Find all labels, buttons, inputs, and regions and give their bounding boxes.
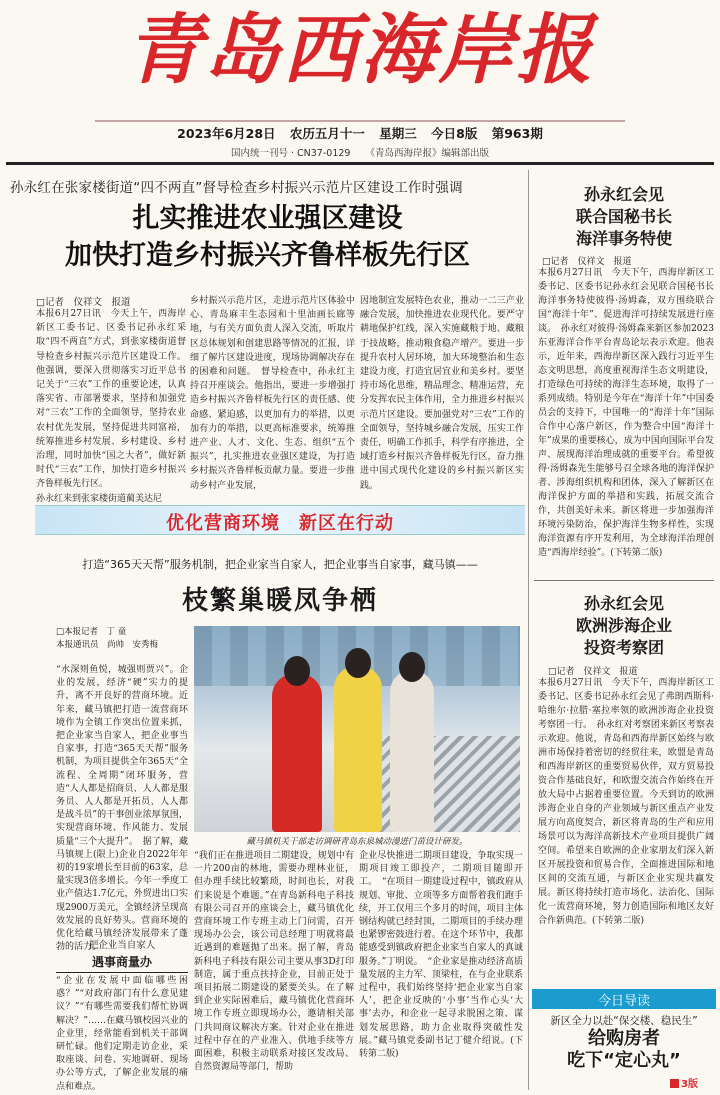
photo-person-white [390, 670, 434, 832]
publisher: 《青岛西海岸报》编辑部出版 [365, 148, 490, 159]
lead-col1-tail: 孙永红来到张家楼街道蔺美达尼 [36, 493, 163, 504]
story1-headline-line3: 海洋事务特使 [575, 229, 672, 248]
masthead-rule [95, 120, 625, 122]
feature-headline: 枝繁巢暖凤争栖 [181, 586, 378, 616]
story2-headline-line3: 投资考察团 [583, 638, 664, 657]
story1-headline-line1: 孙永红会见 [583, 185, 664, 204]
feature-photo [194, 626, 520, 832]
newspaper-logo: 青岛西海岸报 [126, 5, 594, 94]
weekday: 星期三 [379, 126, 417, 141]
photo-person-yellow [334, 666, 382, 832]
serial-code: 国内统一刊号 · CN37-0129 [230, 148, 351, 159]
today-guide-label: 今日导读 [597, 994, 650, 1009]
sidebar-story1-byline: □记者 仪祥文 报道 [542, 257, 632, 267]
sidebar-story2-byline: □记者 仪祥文 报道 [548, 667, 638, 677]
feature-column-1b: “企业在发展中面临哪些困惑？”“对政府部门有什么意见建议？”“有哪些需要我们帮忙协调解决？”……在藏马镇校园兴业的企业里，经常能看到机关干部调研忙碌。他们定期走访企业，采取座谈、问卷、实地调研、现场办公等方式，了解企业发展的痛点和难点。 [56, 976, 188, 1092]
feature-kicker: 打造“365天天帮”服务机制，把企业家当自家人，把企业事当自家事，藏马镇—— [82, 558, 478, 571]
sidebar-story2-body: 本报6月27日讯 今天下午，西海岸新区工委书记、区委书记孙永红会见了弗朗西斯科·哈维尔·拉腊·塞拉率领的欧洲涉海企业投资考察团一行。 孙永红对考察团来新区考察表示欢迎。他说，青岛和西海岸新区始终与欧洲市场保持着密切的经贸往来，欧盟是青岛和西海岸新区的重要贸易伙伴，双方贸易投资合作基础良好，和欧盟交流合作始终在开放大局中占据着重要位置。今天到访的欧洲涉海企业自身的产业领域与新区重点产业发展方向高度契合，新区将青岛的生产和应用场景可以为海洋高新技术产业项目提供广阔空间。希望来自欧洲的企业家朋友们深入新区开展投资和贸易合作，全面推进国际和地区间的交流互通，与新区企业实现共赢发展。新区将持续打造市场化、法治化、国际化一流营商环境，努力创造国际和地区友好合作新典范。(下转第二版) [538, 678, 714, 926]
lead-column-2: 乡村振兴示范片区，走进示范片区体验中心、青岛麻丰生态园和十里油画长廊等地，与有关方面负责人深入交流，听取片区总体规划和创建思路等情况的汇报，详细了解片区建设进度，现场协调解决存在的困难和问题。 督导检查中，孙永红主持召开座谈会。他指出，要进一步增强打造乡村振兴齐鲁样板先行区的责任感、使命感、紧迫感，以更加有力的举措，以更加有力的举措，以更高标准要求，统筹推进产业、人才、文化、生态、组织“五个振兴”，扎实推进农业强区建设，为打造乡村振兴齐鲁样板贡献力量。要进一步推动乡村产业发展， [190, 296, 355, 491]
story2-headline-line2: 欧洲涉海企业 [575, 616, 672, 635]
feature-column-2: “我们正在推进项目二期建设，规划中有一片200亩的林地，需要办理林业征，但办理手续比较繁琐，时间也长，对我们来说是个难题。”在青岛新科电子科技有限公司召开的座谈会上，藏马镇优化营商环境工作专班主动上门问需，召开现场办公会，该公司总经理丁明就将最近遇到的难题抛了出来。据了解，青岛新科电子科技有限公司主要从事3D打印制造，属于重点扶持企业，目前正处于项目拓展二期建设的紧要关头。在了解到企业实际困难后，藏马镇优化营商环境工作专班立即现场办公，邀请相关部门共同商议解决方案。针对企业在推进过程中存在的产业准入、供地手续等方面困难，积极主动联系对接区发改局、自然资源局等部门，帮助 [194, 851, 354, 1073]
sidebar-story1-headline [532, 184, 716, 250]
lunar-date: 农历五月十一 [289, 126, 365, 141]
photo-head-1 [284, 656, 310, 686]
column-divider [528, 170, 529, 1090]
page-count: 今日8版 [431, 126, 478, 141]
feature-banner-title: 优化营商环境 新区在行动 [166, 513, 394, 534]
feature-subhead [56, 937, 188, 973]
sidebar-rule [534, 580, 714, 581]
photo-head-3 [399, 652, 425, 682]
sidebar-story1-body: 本报6月27日讯 今天下午，西海岸新区工委书记、区委书记孙永红会见联合国秘书长海洋事务特使彼得·汤姆森，双方围绕联合国“海洋十年”、促进海洋可持续发展进行座谈。 孙永红对彼得·汤姆森来新区参加2023东亚海洋合作平台青岛论坛表示欢迎。他表示，近年来，西海岸新区深入践行习近平生态文明思想，高度重视海洋生态文明建设，打造绿色可持续的海洋生态环境，取得了一系列成绩。特别是今年在“海洋十年”中国委员会的支持下，中国唯一的“海洋十年”国际合作中心落户新区，作为整合中国“海洋十年”成果的重要核心，成为中国向国际平台发声、展现海洋治理成就的重要平台。希望彼得·汤姆森先生能够号召全球各地的海洋保护者、涉海组织机构和团体，深入了解新区在海洋保护方面的举措和实践，拓展交流合作，共创美好未来。新区将进一步加强海洋环境污染防治，保护海洋生物多样性，实现海洋资源有序开发利用，为全球海洋治理创造“西海岸经验”。(下转第二版) [538, 268, 714, 558]
lead-col1-text: 本报6月27日讯 今天上午，西海岸新区工委书记、区委书记孙永红采取“四不两直”方式，到张家楼街道督导检查乡村振兴示范片区建设工作。他强调，要深入贯彻落实习近平总书记关于“三农”工作的重要论述，认真落实省、市部署要求，坚持和加强党对“三农”工作的全面领导，坚持农业农村优先发展，坚持促进共同富裕，统筹推进乡村发展、乡村建设、乡村治理，同时加快“国之大者”，做好新时代“三农”工作，加快打造乡村振兴齐鲁样板先行区。 [36, 309, 186, 490]
lead-column-1 [36, 307, 186, 506]
masthead [0, 0, 720, 122]
sidebar-story2-headline [532, 593, 716, 659]
subhead-line2: 遇事商量办 [56, 953, 188, 973]
lead-column-3: 因地制宜发展特色农业，推动一二三产业融合发展，加快推进农业现代化。要严守耕地保护红线，深入实施藏粮于地、藏粮于技战略，推动粮食稳产增产。要进一步提升农村人居环境，加大环境整治和生态建设力度，打造宜居宜业和美乡村。要坚持市场化思维，精品理念、精准运营，充分发挥农民主体作用，全力推进乡村振兴示范片区建设。要加强党对“三农”工作的全面领导，坚持城乡融合发展，压实工作责任，明确工作抓手，科学有序推进，全域打造乡村振兴齐鲁样板先行区，奋力推进中国式现代化建设的乡村振兴新区实践。 [360, 296, 524, 491]
subhead-line1: 把企业当自家人 [88, 940, 156, 951]
lead-kicker: 孙永红在张家楼街道“四不两直”督导检查乡村振兴示范片区建设工作时强调 [10, 180, 463, 196]
lead-byline: □记者 仪祥文 报道 [36, 297, 131, 308]
lead-headline-line2: 加快打造乡村振兴齐鲁样板先行区 [65, 240, 470, 271]
photo-head-2 [345, 648, 371, 678]
reporter-line-1: □本报记者 丁 童 [56, 627, 127, 637]
story2-headline-line1: 孙永红会见 [583, 594, 664, 613]
feature-reporters [56, 626, 196, 652]
lead-headline-line1: 扎实推进农业强区建设 [132, 203, 403, 234]
today-guide-sub: 新区全力以赴“保交楼、稳民生” [550, 1015, 698, 1027]
feature-column-3: 企业尽快推进二期项目建设，争取实现一期项目竣工即投产，二期项目随即开工。 “在项目一期建设过程中，镇政府从规划、审批、立项等多方面帮着我们跑手续，开工仅用三个多月的时间，项目主体钢结构就已经封顶，二期项目的手续办理也紧锣密鼓进行着。在这个环节中，我都能感受到镇政府把企业家当自家人的真诚服务。”丁明说。 “企业家是推动经济高质量发展的主力军、顶梁柱，在与企业联系过程中，我们始终坚持‘把企业家当自家人’，把企业反映的‘小事’当作心头‘大事’去办，和企业一起寻求脱困之策、谋划发展思路，助力企业取得突破性发展。”藏马镇党委副书记丁健介绍说。(下转第二版) [359, 851, 523, 1060]
today-headline-line1: 给购房者 [588, 1028, 660, 1049]
publication-info [0, 145, 720, 159]
today-guide-bar [532, 989, 716, 1009]
feature-banner [35, 505, 525, 535]
issue-info [0, 124, 720, 142]
today-guide-headline[interactable] [534, 1028, 714, 1072]
lead-headline [10, 200, 525, 274]
feature-column-1: “水深则鱼悦，城强则贾兴”。企业的发展，经济“硬”实力的提升，离不开良好的营商环境。近年来，藏马镇把打造一流营商环境作为全镇工作突出位置来抓，把企业家当自家人，把企业事当自家事，打造“365天天帮”服务机制，为项目提供全年365天“全流程、全周期”闭环服务，营造“人人都是招商员、人人都是服务员、人人都是开拓员、人人都是战斗员”的干事创业浓厚氛围，实现营商环境、作风能力、发展质量“三个大提升”。 据了解，藏马镇规上(限上)企业自2022年年初的19家增长至目前的63家，总量实现3倍多增长。今年一季度工业产值达1.7亿元，外贸进出口实现2900万美元，全镇经济呈现高效发展的良好势头。营商环境的优化给藏马镇经济发展带来了蓬勃的活力。 [56, 665, 188, 953]
header-rule [6, 162, 714, 165]
today-page-ref[interactable]: 3版 [670, 1075, 710, 1090]
today-headline-line2: 吃下“定心丸” [567, 1050, 681, 1071]
reporter-line-2: 本报通讯员 尚帅 安秀梅 [56, 640, 159, 650]
issue-date: 2023年6月28日 [177, 126, 276, 141]
photo-caption: 藏马镇机关干部走访调研青岛东泉城动漫进门苗设计研发。 [246, 837, 468, 847]
photo-person-red [272, 674, 322, 832]
story1-headline-line2: 联合国秘书长 [575, 207, 672, 226]
issue-number: 第963期 [491, 126, 543, 141]
